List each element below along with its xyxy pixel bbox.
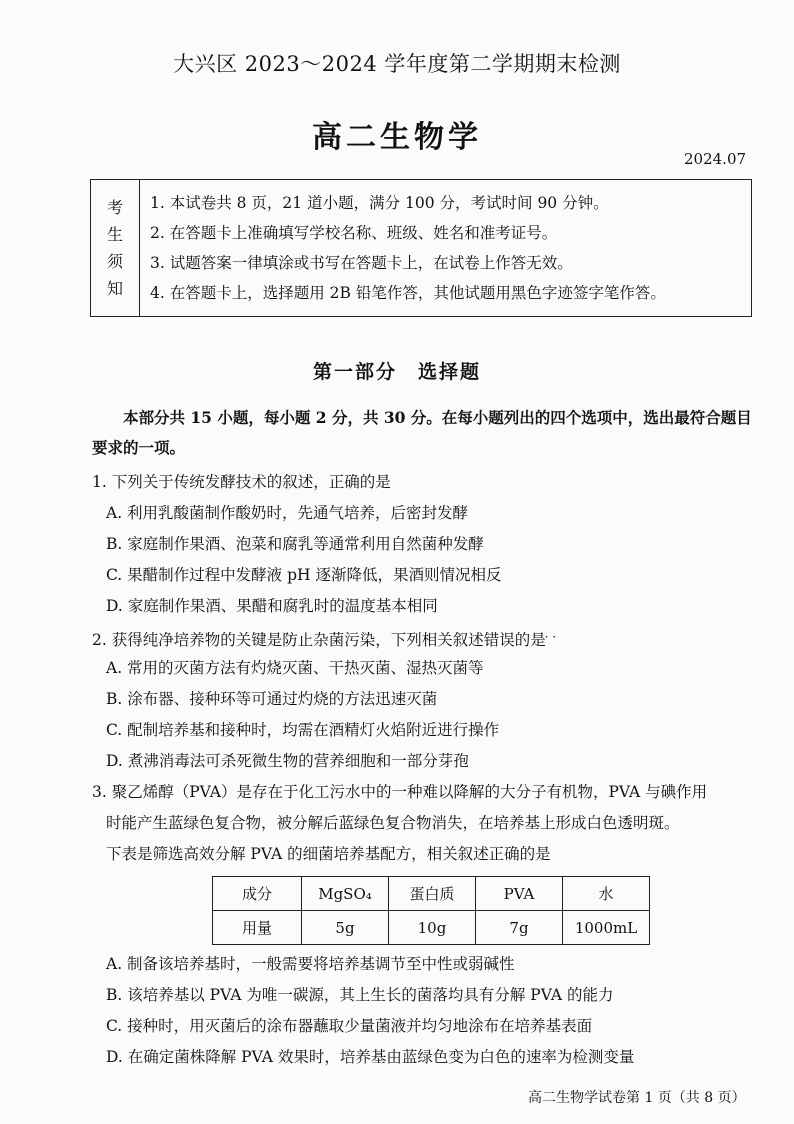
notice-label-char: 知: [106, 279, 123, 298]
notice-item: 2. 在答题卡上准确填写学校名称、班级、姓名和准考证号。: [150, 224, 558, 242]
exam-title: 高二生物学: [312, 120, 482, 155]
question-1-option-b: B. 家庭制作果酒、泡菜和腐乳等通常利用自然菌种发酵: [106, 535, 484, 553]
table-cell: 蛋白质: [389, 877, 476, 911]
question-3-option-c: C. 接种时，用灭菌后的涂布器蘸取少量菌液并均匀地涂布在培养基表面: [106, 1017, 593, 1035]
notice-item: 4. 在答题卡上，选择题用 2B 铅笔作答，其他试题用黑色字迹签字笔作答。: [150, 284, 666, 302]
notice-label-char: 考: [106, 198, 123, 217]
table-cell: 用量: [213, 911, 302, 945]
table-row: [213, 911, 650, 945]
question-2-option-b: B. 涂布器、接种环等可通过灼烧的方法迅速灭菌: [106, 690, 438, 708]
table-cell: 成分: [213, 877, 302, 911]
exam-header: 大兴区 2023～2024 学年度第二学期期末检测: [173, 52, 621, 76]
question-3-stem: 下表是筛选高效分解 PVA 的细菌培养基配方，相关叙述正确的是: [106, 845, 551, 863]
notice-label: [91, 180, 140, 316]
table-cell: 7g: [476, 911, 563, 945]
question-1-option-c: C. 果醋制作过程中发酵液 pH 逐渐降低，果酒则情况相反: [106, 566, 502, 584]
question-3-option-d: D. 在确定菌株降解 PVA 效果时，培养基由蓝绿色变为白色的速率为检测变量: [106, 1048, 635, 1066]
question-content: [92, 403, 762, 1073]
question-3-option-a: A. 制备该培养基时，一般需要将培养基调节至中性或弱碱性: [106, 955, 515, 973]
question-3-stem: 3. 聚乙烯醇（PVA）是存在于化工污水中的一种难以降解的大分子有机物，PVA 与碘作用: [92, 783, 708, 801]
emphasis-dots: · ·: [544, 630, 557, 644]
table-cell: 10g: [389, 911, 476, 945]
table-cell: PVA: [476, 877, 563, 911]
question-2-stem: 2. 获得纯净培养物的关键是防止杂菌污染，下列相关叙述错误的是: [92, 631, 546, 649]
question-2-stem-line: [92, 622, 762, 653]
section-title: 第一部分 选择题: [312, 361, 481, 383]
question-1-option-a: A. 利用乳酸菌制作酸奶时，先通气培养，后密封发酵: [106, 504, 469, 522]
question-1-stem: 1. 下列关于传统发酵技术的叙述，正确的是: [92, 473, 391, 491]
notice-label-char: 须: [106, 252, 123, 271]
notice-item: 3. 试题答案一律填涂或书写在答题卡上，在试卷上作答无效。: [150, 254, 573, 272]
page-footer: 高二生物学试卷第 1 页（共 8 页）: [528, 1090, 746, 1106]
table-row: [213, 877, 650, 911]
notice-box: [90, 179, 752, 317]
notice-label-char: 生: [106, 225, 123, 244]
exam-date: 2024.07: [684, 150, 747, 168]
question-2-option-c: C. 配制培养基和接种时，均需在酒精灯火焰附近进行操作: [106, 721, 500, 739]
section-intro: 本部分共 15 小题，每小题 2 分，共 30 分。在每小题列出的四个选项中，选出最符合题目要求的一项。: [92, 408, 752, 457]
question-3-option-b: B. 该培养基以 PVA 为唯一碳源，其上生长的菌落均具有分解 PVA 的能力: [106, 986, 614, 1004]
question-1-option-d: D. 家庭制作果酒、果醋和腐乳时的温度基本相同: [106, 597, 438, 615]
question-2-option-a: A. 常用的灭菌方法有灼烧灭菌、干热灭菌、湿热灭菌等: [106, 659, 484, 677]
table-cell: MgSO₄: [302, 877, 389, 911]
question-2-option-d: D. 煮沸消毒法可杀死微生物的营养细胞和一部分芽孢: [106, 752, 469, 770]
notice-list: [140, 180, 751, 316]
notice-item: 1. 本试卷共 8 页，21 道小题，满分 100 分，考试时间 90 分钟。: [150, 194, 609, 212]
medium-recipe-table: [212, 876, 650, 945]
question-3-stem: 时能产生蓝绿色复合物，被分解后蓝绿色复合物消失，在培养基上形成白色透明斑。: [106, 814, 680, 832]
table-cell: 5g: [302, 911, 389, 945]
table-cell: 1000mL: [563, 911, 650, 945]
table-cell: 水: [563, 877, 650, 911]
